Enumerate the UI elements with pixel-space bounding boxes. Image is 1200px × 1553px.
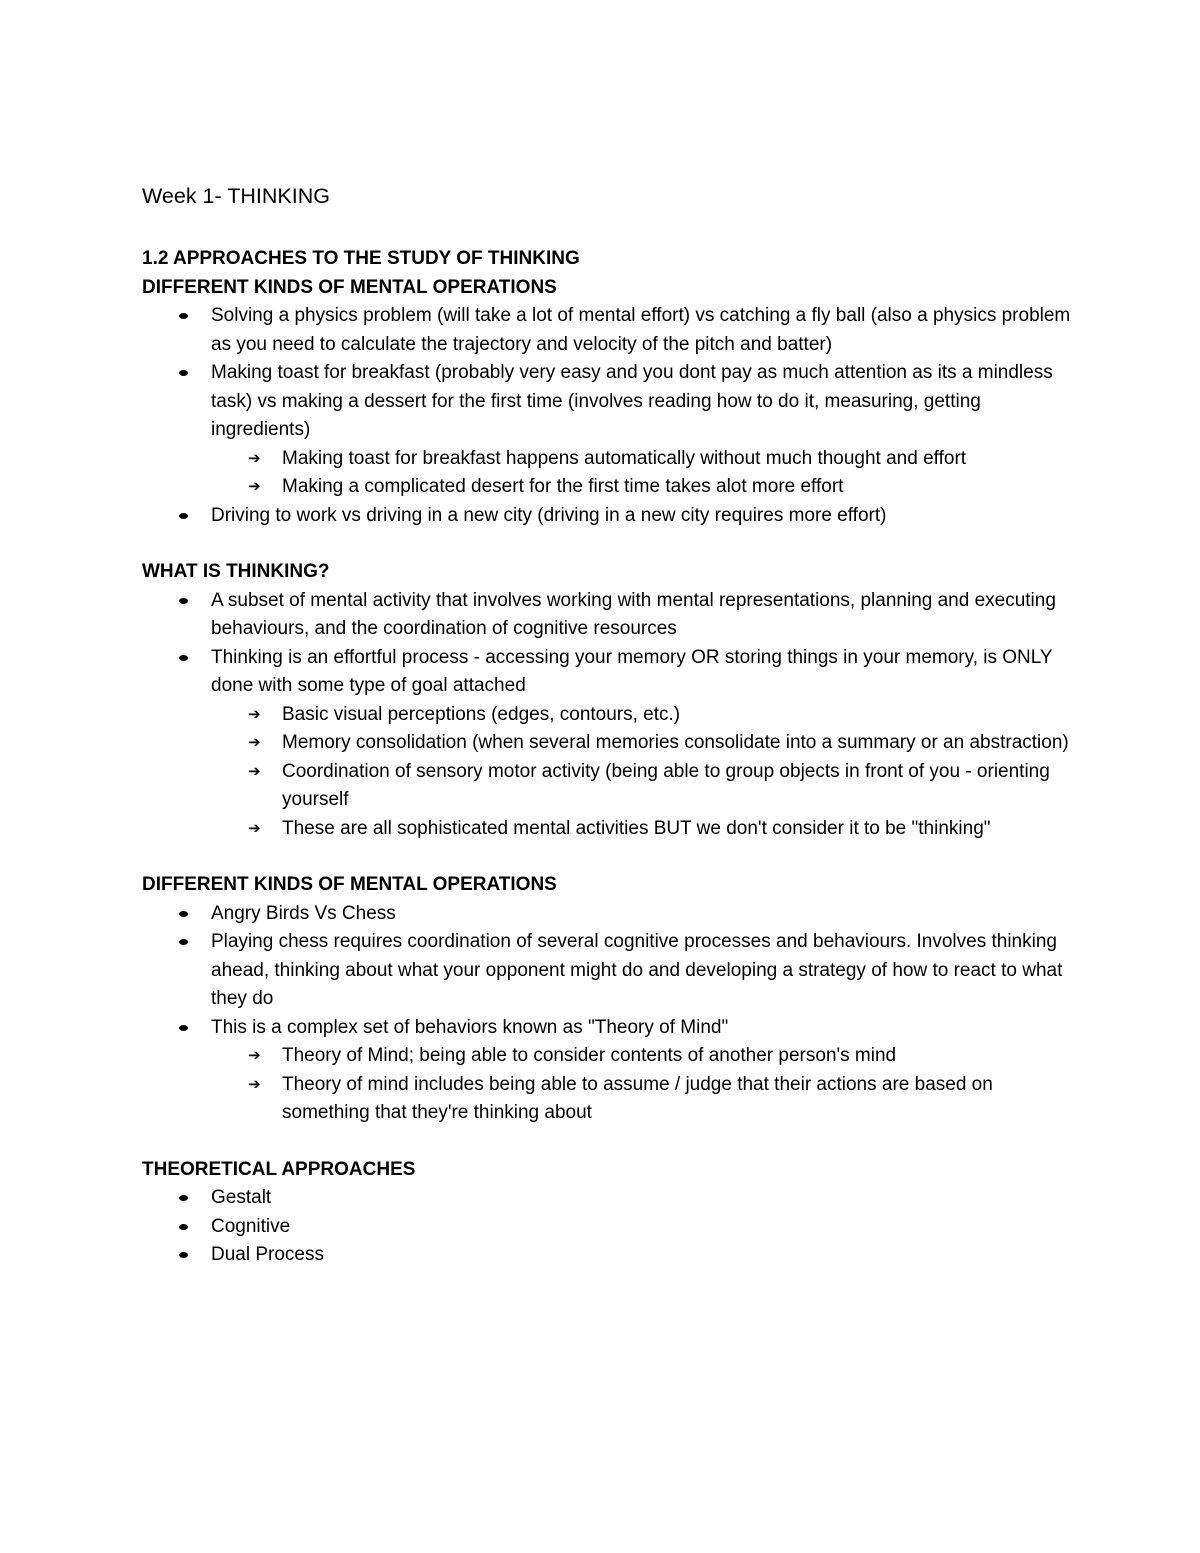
bullet-icon	[179, 1224, 188, 1230]
list-item-text: Gestalt	[211, 1187, 272, 1208]
arrow-icon: ➔	[248, 449, 261, 467]
bullet-icon	[179, 370, 188, 376]
sub-list-item-text: Theory of Mind; being able to consider contents of another person's mind	[282, 1045, 897, 1066]
sub-list-item	[142, 815, 1072, 844]
section	[142, 1156, 1072, 1270]
bullet-list	[142, 587, 1072, 844]
sub-list-item	[142, 701, 1072, 730]
section-heading: DIFFERENT KINDS OF MENTAL OPERATIONS	[142, 874, 557, 895]
list-item-text: Making toast for breakfast (probably very easy and you dont pay as much attention as its a mindless task) vs making a dessert for the first time (involves reading how to do it, measuring, getting ingredients)	[211, 362, 1053, 440]
sub-list	[142, 701, 1072, 844]
sub-list-item	[142, 1071, 1072, 1128]
bullet-icon	[179, 1252, 188, 1258]
section	[142, 871, 1072, 1128]
sub-list-item-text: Making a complicated desert for the first time takes alot more effort	[282, 476, 844, 497]
sub-list-item	[142, 473, 1072, 502]
sub-list-item	[142, 1042, 1072, 1071]
bullet-icon	[179, 513, 188, 519]
list-item-text: A subset of mental activity that involves working with mental representations, planning and executing behaviours, and the coordination of cognitive resources	[211, 589, 1056, 639]
list-item-text: Angry Birds Vs Chess	[211, 902, 396, 924]
arrow-icon: ➔	[248, 819, 261, 837]
arrow-icon: ➔	[248, 734, 261, 751]
list-item-text: Dual Process	[211, 1244, 324, 1265]
sub-list-item-text: Making toast for breakfast happens automatically without much thought and effort	[282, 447, 967, 469]
document-body	[142, 245, 1072, 1270]
list-item	[142, 928, 1072, 1014]
list-item-text: Playing chess requires coordination of several cognitive processes and behaviours. Involves thinking ahead, thinking about what your opponent might do and developing a strategy of how to react to what they do	[211, 931, 1063, 1009]
list-item	[142, 1014, 1072, 1128]
sub-list-item-text: Coordination of sensory motor activity (being able to group objects in front of you - orienting yourself	[282, 760, 1050, 810]
sub-list	[142, 445, 1072, 502]
list-item-text: Cognitive	[211, 1215, 291, 1237]
bullet-list	[142, 1184, 1072, 1270]
bullet-icon	[179, 1195, 188, 1201]
list-item	[142, 302, 1072, 359]
section-heading: THEORETICAL APPROACHES	[142, 1158, 416, 1180]
list-item-text: Thinking is an effortful process - accessing your memory OR storing things in your memory, is ONLY done with some type of goal attached	[211, 646, 1053, 696]
arrow-icon: ➔	[248, 1075, 261, 1093]
list-item-text: This is a complex set of behaviors known as "Theory of Mind"	[211, 1016, 729, 1038]
sub-list-item	[142, 758, 1072, 815]
list-item	[142, 900, 1072, 929]
list-item-text: Driving to work vs driving in a new city (driving in a new city requires more effort)	[211, 504, 887, 526]
sub-list-item	[142, 729, 1072, 758]
arrow-icon: ➔	[248, 1047, 261, 1064]
section-heading: 1.2 APPROACHES TO THE STUDY OF THINKING	[142, 248, 580, 269]
sub-list-item	[142, 445, 1072, 474]
sub-list-item-text: These are all sophisticated mental activities BUT we don't consider it to be "thinking"	[282, 817, 991, 839]
bullet-icon	[179, 598, 188, 604]
arrow-icon: ➔	[248, 478, 261, 495]
document-page	[142, 181, 1072, 1298]
list-item	[142, 1241, 1072, 1270]
list-item	[142, 1184, 1072, 1213]
section-heading: WHAT IS THINKING?	[142, 561, 330, 582]
list-item	[142, 587, 1072, 644]
bullet-icon	[179, 1025, 188, 1031]
list-item	[142, 1213, 1072, 1242]
section	[142, 245, 1072, 530]
arrow-icon: ➔	[248, 762, 261, 780]
sub-list-item-text: Memory consolidation (when several memories consolidate into a summary or an abstraction)	[282, 732, 1069, 753]
bullet-icon	[179, 939, 188, 945]
bullet-icon	[179, 655, 188, 661]
sub-list-item-text: Basic visual perceptions (edges, contours, etc.)	[282, 703, 681, 725]
bullet-icon	[179, 911, 188, 917]
bullet-list	[142, 302, 1072, 530]
arrow-icon: ➔	[248, 705, 261, 723]
list-item	[142, 644, 1072, 844]
sub-list-item-text: Theory of mind includes being able to assume / judge that their actions are based on something that they're thinking about	[282, 1073, 993, 1123]
bullet-list	[142, 900, 1072, 1128]
section	[142, 558, 1072, 843]
list-item	[142, 502, 1072, 531]
document-title: Week 1- THINKING	[142, 184, 330, 208]
bullet-icon	[179, 313, 188, 319]
section-heading: DIFFERENT KINDS OF MENTAL OPERATIONS	[142, 276, 557, 298]
list-item	[142, 359, 1072, 502]
list-item-text: Solving a physics problem (will take a lot of mental effort) vs catching a fly ball (also a physics problem as you need to calculate the trajectory and velocity of the pitch and batter)	[211, 305, 1071, 355]
sub-list	[142, 1042, 1072, 1128]
